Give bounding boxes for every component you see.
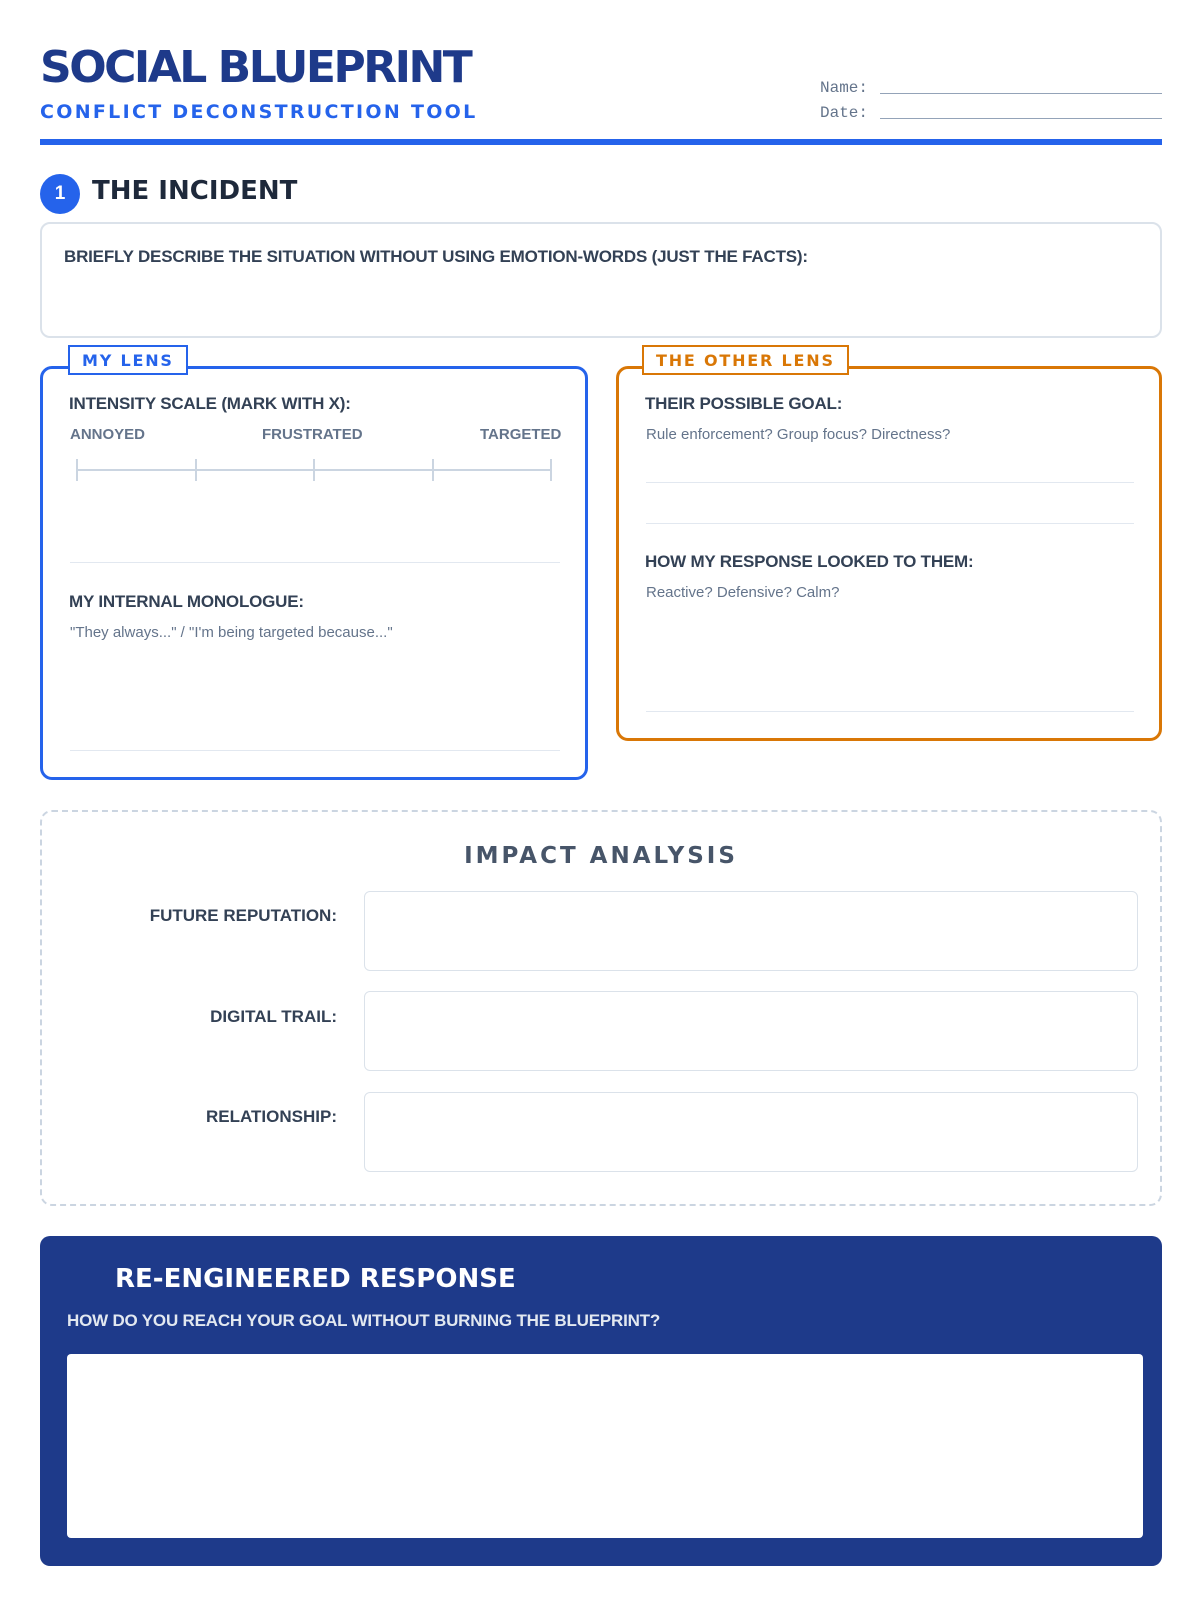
intensity-scale-tick[interactable] xyxy=(195,459,197,481)
incident-prompt: BRIEFLY DESCRIBE THE SITUATION WITHOUT USING EMOTION-WORDS (JUST THE FACTS): xyxy=(64,247,808,266)
internal-monologue-hint: "They always..." / "I'm being targeted because..." xyxy=(70,624,393,641)
scale-word-annoyed: ANNOYED xyxy=(70,426,146,443)
future-reputation-label: FUTURE REPUTATION: xyxy=(149,906,337,925)
date-label: Date: xyxy=(820,104,869,122)
intensity-scale-tick[interactable] xyxy=(76,459,78,481)
digital-trail-label: DIGITAL TRAIL: xyxy=(210,1007,337,1026)
re-engineered-response-field[interactable] xyxy=(67,1354,1143,1538)
name-label: Name: xyxy=(820,79,869,97)
other-lens-tab: THE OTHER LENS xyxy=(642,345,849,375)
intensity-scale[interactable] xyxy=(76,459,552,481)
worksheet-subtitle: CONFLICT DECONSTRUCTION TOOL xyxy=(40,101,478,123)
re-engineered-response-prompt: HOW DO YOU REACH YOUR GOAL WITHOUT BURNING THE BLUEPRINT? xyxy=(67,1311,661,1330)
response-look-line[interactable] xyxy=(646,711,1134,712)
digital-trail-field[interactable] xyxy=(364,991,1138,1071)
response-look-hint: Reactive? Defensive? Calm? xyxy=(646,584,840,601)
intensity-scale-tick[interactable] xyxy=(313,459,315,481)
their-goal-label: THEIR POSSIBLE GOAL: xyxy=(645,394,843,413)
intensity-scale-tick[interactable] xyxy=(550,459,552,481)
worksheet-title: SOCIAL BLUEPRINT xyxy=(40,42,471,93)
re-engineered-response-title: RE-ENGINEERED RESPONSE xyxy=(115,1264,516,1294)
impact-analysis-title: IMPACT ANALYSIS xyxy=(464,843,738,869)
their-goal-hint: Rule enforcement? Group focus? Directness? xyxy=(646,426,951,443)
relationship-label: RELATIONSHIP: xyxy=(206,1107,337,1126)
scale-word-frustrated: FRUSTRATED xyxy=(262,426,363,443)
intensity-scale-label: INTENSITY SCALE (MARK WITH X): xyxy=(69,394,351,413)
intensity-scale-tick[interactable] xyxy=(432,459,434,481)
future-reputation-field[interactable] xyxy=(364,891,1138,971)
internal-monologue-label: MY INTERNAL MONOLOGUE: xyxy=(69,592,304,611)
relationship-field[interactable] xyxy=(364,1092,1138,1172)
their-goal-line-2[interactable] xyxy=(646,523,1134,524)
step-number-badge: 1 xyxy=(40,174,80,214)
response-look-label: HOW MY RESPONSE LOOKED TO THEM: xyxy=(645,552,974,571)
header-divider xyxy=(40,139,1162,145)
my-lens-divider xyxy=(70,562,560,563)
my-lens-tab: MY LENS xyxy=(68,345,188,375)
date-field[interactable] xyxy=(880,118,1162,119)
scale-word-targeted: TARGETED xyxy=(480,426,562,443)
incident-description-field[interactable] xyxy=(40,222,1162,338)
internal-monologue-line[interactable] xyxy=(70,750,560,751)
name-field[interactable] xyxy=(880,93,1162,94)
their-goal-line[interactable] xyxy=(646,482,1134,483)
section-title: THE INCIDENT xyxy=(92,176,298,206)
